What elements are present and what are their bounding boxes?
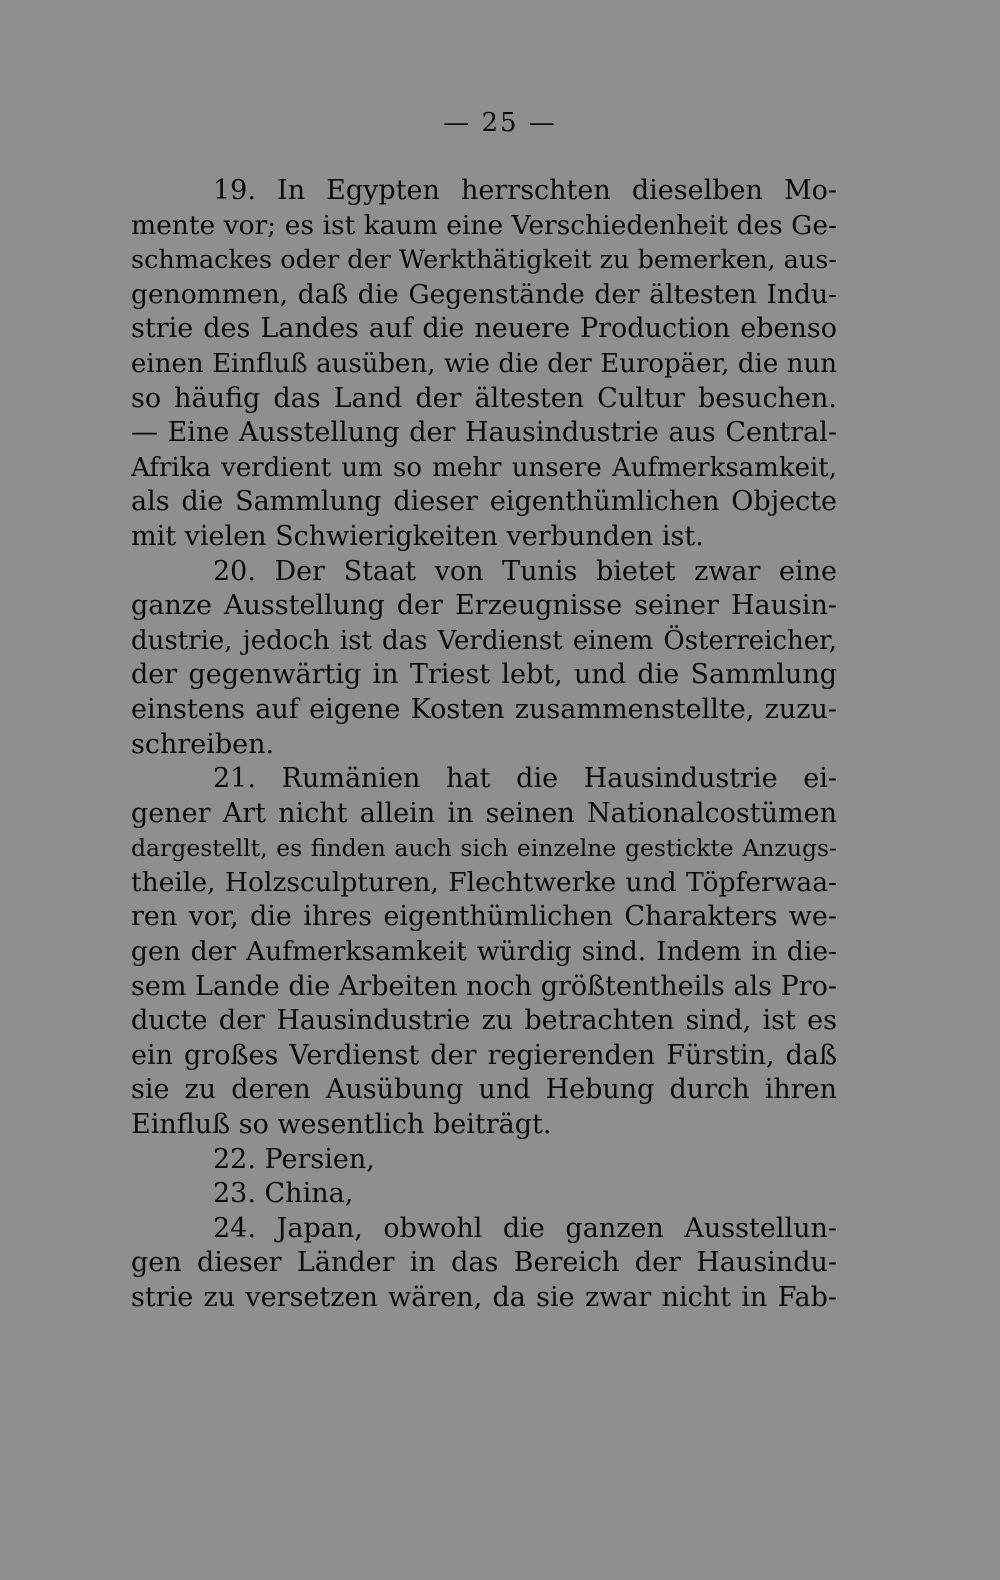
text-line: Afrika verdient um so mehr unsere Aufmerksamkeit, [131, 452, 837, 483]
text-line: einen Einfluß ausüben, wie die der Europäer, die nun [131, 348, 837, 379]
text-line: gen der Aufmerksamkeit würdig sind. Indem in die- [131, 936, 837, 968]
text-line: ducte der Hausindustrie zu betrachten sind, ist es [131, 1005, 837, 1037]
text-line: — Eine Ausstellung der Hausindustrie aus Central- [131, 417, 837, 449]
text-line: schmackes oder der Werkthätigkeit zu bemerken, aus- [131, 245, 837, 276]
text-line: 21. Rumänien hat die Hausindustrie ei- [213, 763, 837, 795]
text-line: mente vor; es ist kaum eine Verschiedenheit des Ge- [131, 209, 837, 241]
text-line: 19. In Egypten herrschten dieselben Mo- [213, 175, 837, 206]
text-line: dustrie, jedoch ist das Verdienst einem Österreicher, [131, 625, 837, 656]
text-line: der gegenwärtig in Triest lebt, und die Sammlung [131, 659, 837, 691]
text-line: Einfluß so wesentlich beiträgt. [131, 1109, 552, 1141]
text-line: mit vielen Schwierigkeiten verbunden ist. [131, 520, 704, 552]
text-line: 22. Persien, [213, 1143, 375, 1175]
text-line: strie des Landes auf die neuere Production ebenso [131, 313, 837, 345]
text-line: theile, Holzsculpturen, Flechtwerke und Töpferwaa- [131, 866, 837, 898]
text-line: ein großes Verdienst der regierenden Fürstin, daß [131, 1039, 837, 1071]
text-line: gen dieser Länder in das Bereich der Hausindu- [131, 1247, 837, 1279]
text-line: 20. Der Staat von Tunis bietet zwar eine [213, 555, 837, 587]
body-text [131, 174, 837, 1316]
text-line: ren vor, die ihres eigenthümlichen Charakters we- [131, 901, 837, 933]
text-line: 23. China, [213, 1178, 354, 1210]
text-line: strie zu versetzen wären, da sie zwar nicht in Fab- [131, 1282, 837, 1313]
text-line: schreiben. [131, 728, 275, 760]
text-line: genommen, daß die Gegenstände der ältesten Indu- [131, 278, 837, 310]
text-line: dargestellt, es finden auch sich einzelne gestickte Anzugs- [131, 834, 837, 863]
text-line: gener Art nicht allein in seinen Nationalcostümen [131, 797, 837, 829]
page-number: — 25 — [443, 108, 557, 138]
text-line: sie zu deren Ausübung und Hebung durch ihren [131, 1074, 837, 1106]
text-line: sem Lande die Arbeiten noch größtentheils als Pro- [131, 970, 837, 1002]
text-line: so häufig das Land der ältesten Cultur besuchen. [131, 382, 837, 414]
text-line: ganze Ausstellung der Erzeugnisse seiner Hausin- [131, 590, 837, 622]
text-line: einstens auf eigene Kosten zusammenstellte, zuzu- [131, 693, 837, 725]
text-line: als die Sammlung dieser eigenthümlichen Objecte [131, 486, 837, 518]
text-line: 24. Japan, obwohl die ganzen Ausstellun- [213, 1212, 837, 1244]
